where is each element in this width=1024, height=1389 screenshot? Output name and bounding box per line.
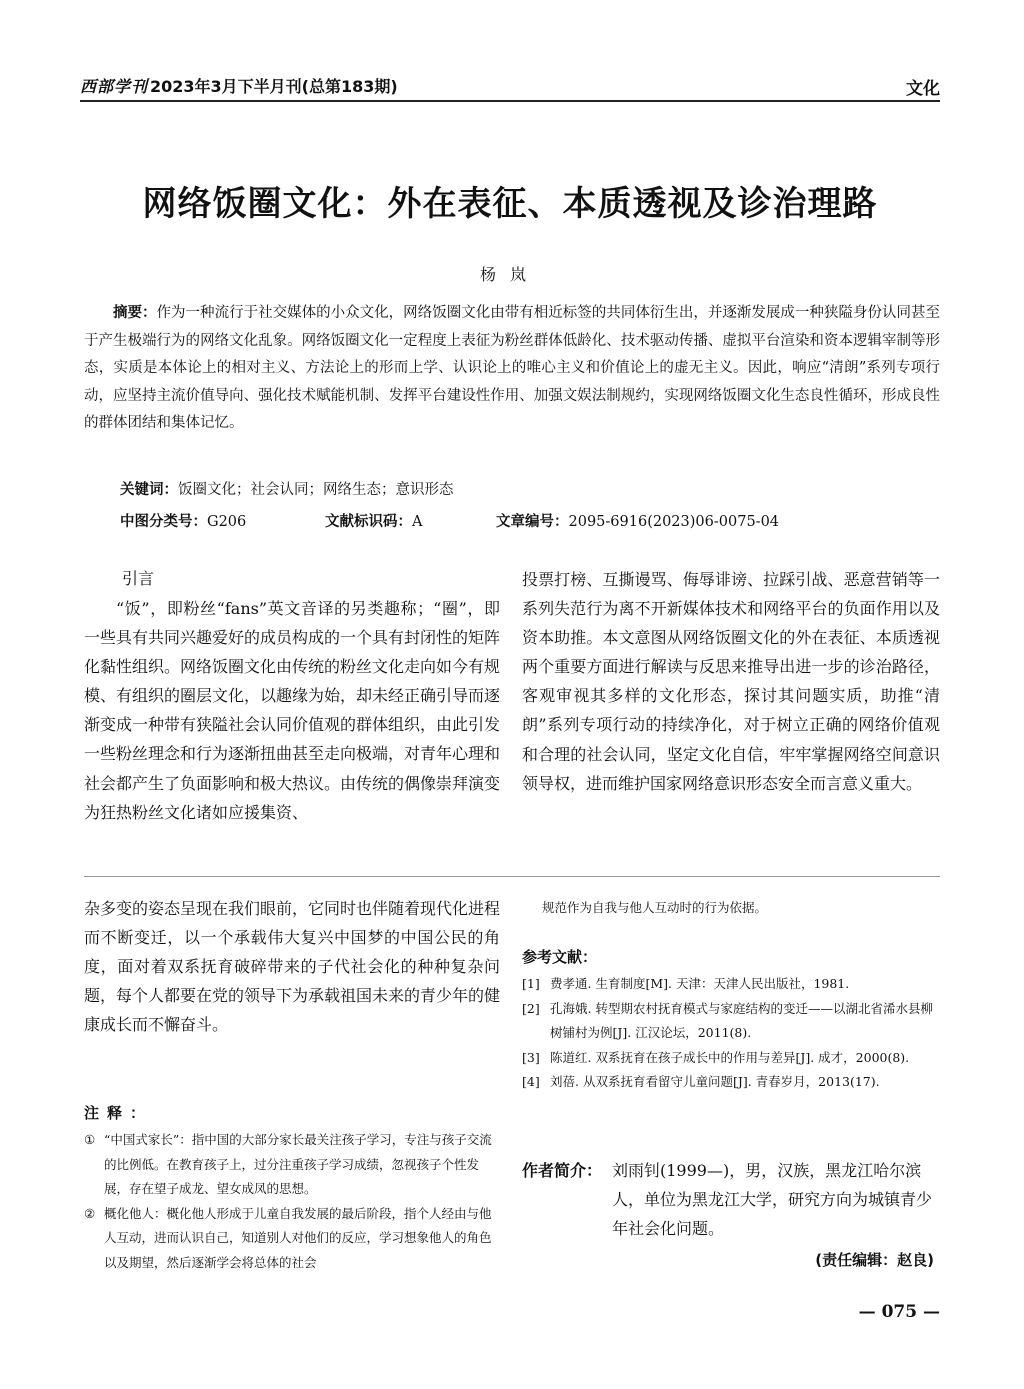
reference-number: [2] — [522, 1000, 540, 1016]
note-text: “中国式家长”：指中国的大部分家长最关注孩子学习，专注与孩子交流的比例低。在教育孩子上，过分注重孩子学习成绩，忽视孩子个性发展，存在望子成龙、望女成凤的思想。 — [104, 1132, 492, 1196]
keywords-label: 关键词： — [120, 482, 178, 498]
section-divider — [84, 876, 940, 877]
references-heading: 参考文献： — [522, 948, 598, 966]
note-item — [84, 1128, 500, 1202]
article-number-value: 2095-6916(2023)06-0075-04 — [568, 514, 780, 530]
journal-logo: 西部学刊 — [80, 77, 149, 96]
note-number: ① — [84, 1132, 96, 1147]
section-label: 文化 — [906, 79, 940, 99]
doc-code-value: A — [412, 514, 423, 530]
article-title: 网络饭圈文化：外在表征、本质透视及诊治理路 — [142, 184, 878, 224]
notes-list — [84, 1128, 500, 1275]
article-number — [496, 510, 779, 531]
author-bio-label: 作者简介： — [522, 1161, 603, 1180]
note-continuation: 规范作为自我与他人互动时的行为依据。 — [542, 900, 768, 915]
previous-article-text: 杂多变的姿态呈现在我们眼前，它同时也伴随着现代化进程而不断变迁，以一个承载伟大复兴中国梦的中国公民的角度，面对着双系抚育破碎带来的子代社会化的种种复杂问题，每个人都要在党的领导下为承载祖国未来的青少年的健康成长而不懈奋斗。 — [84, 899, 501, 1035]
keywords-text: 饭圈文化；社会认同；网络生态；意识形态 — [178, 482, 454, 498]
reference-text: 费孝通. 生育制度[M]. 天津：天津人民出版社，1981. — [550, 976, 850, 991]
reference-number: [1] — [522, 976, 540, 991]
reference-number: [4] — [522, 1074, 540, 1089]
reference-item — [522, 972, 940, 997]
abstract-text: 作为一种流行于社交媒体的小众文化，网络饭圈文化由带有相近标签的共同体衍生出，并逐渐发展成一种狭隘身份认同甚至于产生极端行为的网络文化乱象。网络饭圈文化一定程度上表征为粉丝群体低龄化、技术驱动传播、虚拟平台渲染和资本逻辑宰制等形态，实质是本体论上的相对主义、方法论上的形而上学、认识论上的唯心主义和价值论上的虚无主义。因此，响应“清朗”系列专项行动，应坚持主流价值导向、强化技术赋能机制、发挥平台建设性作用、加强文娱法制规约，实现网络饭圈文化生态良性循环，形成良性的群体团结和集体记忆。 — [84, 305, 940, 432]
intro-heading: 引言 — [122, 569, 155, 588]
author-bio — [522, 1156, 942, 1243]
reference-text: 孔海娥. 转型期农村抚育模式与家庭结构的变迁——以湖北省浠水县柳树铺村为例[J]. 江汉论坛，2011(8). — [550, 1000, 933, 1040]
reference-item — [522, 997, 940, 1046]
author-bio-text: 刘雨钊(1999—)，男，汉族，黑龙江哈尔滨人，单位为黑龙江大学，研究方向为城镇青少年社会化问题。 — [612, 1161, 933, 1238]
article-author: 杨岚 — [479, 265, 540, 284]
doc-code-label: 文献标识码： — [325, 514, 412, 530]
reference-text: 陈道红. 双系抚育在孩子成长中的作用与差异[J]. 成才，2000(8). — [550, 1049, 910, 1065]
page-number: — 075 — — [858, 1302, 940, 1322]
reference-item — [522, 1070, 940, 1095]
intro-left-column: “饭”，即粉丝“fans”英文音译的另类趣称；“圈”，即一些具有共同兴趣爱好的成员构成的一个具有封闭性的矩阵化黏性组织。网络饭圈文化由传统的粉丝文化走向如今有规模、有组织的圈层文化，以趣缘为始，却未经正确引导而逐渐变成一种带有狭隘社会认同价值观的群体组织，由此引发一些粉丝理念和行为逐渐扭曲甚至走向极端，对青年心理和社会都产生了负面影响和极大热议。由传统的偶像崇拜演变为狂热粉丝文化诸如应援集资、 — [84, 599, 501, 822]
clc-number — [120, 510, 246, 531]
keywords — [120, 478, 454, 499]
running-header — [80, 70, 940, 102]
intro-right-column: 投票打榜、互撕谩骂、侮辱诽谤、拉踩引战、恶意营销等一系列失范行为离不开新媒体技术和网络平台的负面作用以及资本助推。本文意图从网络饭圈文化的外在表征、本质透视两个重要方面进行解读与反思来推导出进一步的诊治路径，客观审视其多样的文化形态，探讨其问题实质，助推“清朗”系列专项行动的持续净化，对于树立正确的网络价值观和合理的社会认同，坚定文化自信，牢牢掌握网络空间意识领导权，进而维护国家网络意识形态安全而言意义重大。 — [522, 570, 940, 793]
article-number-label: 文章编号： — [496, 514, 569, 530]
issue-label: 2023年3月下半月刊(总第183期) — [150, 77, 398, 96]
journal-issue — [80, 74, 398, 97]
responsible-editor: (责任编辑：赵良) — [815, 1251, 934, 1269]
abstract-label: 摘要： — [113, 305, 157, 321]
note-item — [84, 1202, 500, 1276]
clc-value: G206 — [207, 514, 247, 530]
references-list — [522, 972, 940, 1095]
note-number: ② — [84, 1205, 96, 1221]
document-code — [325, 510, 422, 531]
notes-heading: 注释： — [84, 1104, 154, 1122]
reference-number: [3] — [522, 1049, 540, 1065]
note-text: 概化他人：概化他人形成于儿童自我发展的最后阶段，指个人经由与他人互动，进而认识自己，知道别人对他们的反应，学习想象他人的角色以及期望，然后逐渐学会将总体的社会 — [104, 1205, 492, 1270]
clc-label: 中图分类号： — [120, 514, 207, 530]
reference-item — [522, 1046, 940, 1071]
reference-text: 刘蓓. 从双系抚育看留守儿童问题[J]. 青春岁月，2013(17). — [550, 1074, 880, 1089]
abstract — [84, 300, 940, 438]
